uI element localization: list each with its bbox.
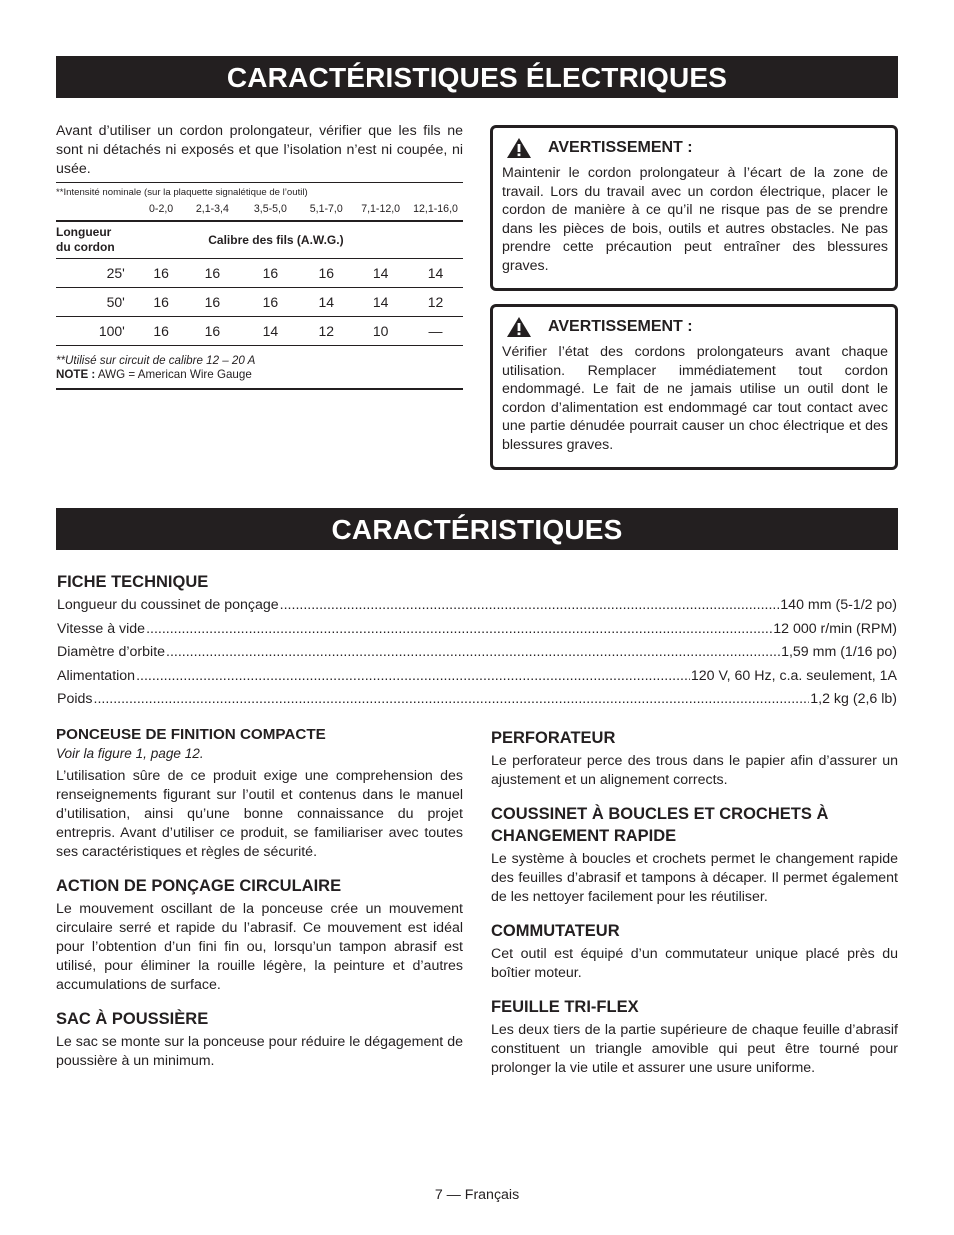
section-heading: PONCEUSE DE FINITION COMPACTE: [56, 726, 326, 743]
amp-range: 0-2,0: [149, 203, 174, 215]
dot-leader: [94, 691, 810, 707]
gauge-value: 14: [353, 259, 408, 288]
section-text: L’utilisation sûre de ce produit exige une comprehension des renseignements figurant sur l’outil et contenus dans le manuel d’utilisation, ainsi qu’une bonne connaissance du projet entrepris. Avant d’utiliser ce produit, se familiariser avec toutes ses caractéristiques et règles de sécurité.: [56, 768, 463, 860]
note-label: NOTE :: [56, 368, 96, 381]
spec-row: [57, 597, 897, 621]
gauge-value: 12: [408, 288, 463, 317]
gauge-value: 16: [139, 317, 184, 346]
gauge-value: 16: [299, 259, 353, 288]
dot-leader: [166, 644, 780, 660]
length-header: [56, 221, 139, 259]
warning-header: [502, 315, 888, 339]
circuit-footnote: **Utilisé sur circuit de calibre 12 – 20 A: [56, 354, 256, 367]
cord-length: 25': [56, 259, 139, 288]
warning-box-cord-inspection: [490, 304, 898, 470]
gauge-value: 16: [183, 317, 241, 346]
gauge-value: 16: [241, 259, 299, 288]
spec-row: [57, 621, 897, 645]
note-text: AWG = American Wire Gauge: [95, 368, 252, 381]
amp-range: 5,1-7,0: [309, 203, 343, 215]
gauge-value: 10: [353, 317, 408, 346]
spec-value: 12 000 r/min (RPM): [773, 620, 897, 637]
features-right-column: [491, 727, 898, 1078]
spec-row: [57, 668, 897, 692]
wire-gauge-table: [56, 182, 463, 390]
page-number: 7 — Français: [434, 1187, 520, 1203]
gauge-value: —: [408, 317, 463, 346]
section-heading: SAC À POUSSIÈRE: [56, 1010, 209, 1028]
section-text: Le mouvement oscillant de la ponceuse crée un mouvement circulaire serré et rapide du l’abrasif. Ce mouvement est idéal pour l’obtention d’un fini fin ou, lorsqu’un tampon abrasif est utilisé, pour éliminer la rouille légère, la peinture et d’autres accumulations de surface.: [56, 901, 463, 993]
awg-note: [56, 368, 463, 382]
warning-header: [502, 136, 888, 160]
extension-cord-intro: Avant d’utiliser un cordon prolongateur, vérifier que les fils ne sont ni détachés ni exposés et que l’isolation n’est ni coupée, ni usée.: [56, 123, 463, 177]
dot-leader: [146, 621, 772, 637]
amperage-note: **Intensité nominale (sur la plaquette signalétique de l’outil): [56, 183, 463, 199]
gauge-value: 14: [408, 259, 463, 288]
section-heading: COMMUTATEUR: [491, 922, 620, 940]
features-left-column: [56, 724, 463, 1071]
gauge-value: 16: [183, 288, 241, 317]
gauge-value: 16: [183, 259, 241, 288]
section-text: Le système à boucles et crochets permet le changement rapide des feuilles d’abrasif et tampons à décaper. Il permet également de les nettoyer facilement pour les réutiliser.: [491, 851, 898, 905]
section-heading: PERFORATEUR: [491, 729, 616, 747]
warning-text: Vérifier l’état des cordons prolongateurs avant chaque utilisation. Remplacer immédiatement tout cordon endommagé. Le fait de ne jamais utilise un outil dont le cordon d’alimentation est endommagé car tout contact avec une partie dénudée pourrait causer un choc électrique et des blessures graves.: [502, 344, 888, 453]
amp-range: 3,5-5,0: [253, 203, 287, 215]
warning-title: AVERTISSEMENT :: [548, 139, 693, 156]
spec-sheet-title: FICHE TECHNIQUE: [57, 573, 209, 591]
section-text: Le sac se monte sur la ponceuse pour réduire le dégagement de poussière à un minimum.: [56, 1034, 463, 1069]
spec-value: 1,59 mm (1/16 po): [781, 644, 897, 661]
section-text: Le perforateur perce des trous dans le papier afin d’assurer un ajustement et un alignement corrects.: [491, 753, 898, 788]
spec-label: Vitesse à vide: [57, 620, 146, 637]
dot-leader: [280, 597, 780, 613]
amp-range: 12,1-16,0: [413, 203, 458, 215]
warning-title: AVERTISSEMENT :: [548, 318, 693, 335]
table-footnote: [56, 346, 463, 390]
warning-box-cord-placement: [490, 125, 898, 291]
dot-leader: [136, 668, 690, 684]
amp-range: 2,1-3,4: [195, 203, 229, 215]
spec-value: 140 mm (5-1/2 po): [780, 597, 897, 613]
section-heading: ACTION DE PONÇAGE CIRCULAIRE: [56, 877, 342, 895]
spec-value: 1,2 kg (2,6 lb): [810, 691, 897, 708]
spec-list: [57, 597, 897, 715]
cord-length: 100': [56, 317, 139, 346]
gauge-value: 14: [241, 317, 299, 346]
spec-row: [57, 691, 897, 715]
spec-label: Longueur du coussinet de ponçage: [57, 597, 279, 613]
cord-length: 50': [56, 288, 139, 317]
section-heading: FEUILLE TRI-FLEX: [491, 998, 639, 1016]
warning-text: Maintenir le cordon prolongateur à l’écart de la zone de travail. Lors du travail avec un cordon électrique, placer le cordon de manière à ce qu’il ne risque pas de se prendre dans les pièces de bois, outils et autres obstacles. Ne pas prendre cette précaution peut entraîner des blessures graves.: [502, 165, 888, 274]
gauge-value: 16: [139, 259, 184, 288]
gauge-header: Calibre des fils (A.W.G.): [139, 221, 463, 259]
gauge-value: 12: [299, 317, 353, 346]
amp-range: 7,1-12,0: [361, 203, 401, 215]
warning-triangle-icon: [506, 137, 532, 159]
spec-label: Alimentation: [57, 667, 136, 684]
section-text: Cet outil est équipé d’un commutateur unique placé près du boîtier moteur.: [491, 946, 898, 981]
electrical-section-title: CARACTÉRISTIQUES ÉLECTRIQUES: [56, 56, 898, 98]
section-heading: COUSSINET À BOUCLES ET CROCHETS À CHANGEMENT RAPIDE: [491, 805, 829, 845]
length-header-line: Longueur: [56, 225, 112, 239]
spec-value: 120 V, 60 Hz, c.a. seulement, 1A: [690, 667, 897, 684]
spec-label: Poids: [57, 691, 93, 708]
figure-reference: Voir la figure 1, page 12.: [56, 746, 204, 761]
warning-triangle-icon: [506, 316, 532, 338]
spec-row: [57, 644, 897, 668]
section-text: Les deux tiers de la partie supérieure de chaque feuille d’abrasif constituent un triangle amovible qui peut être tourné pour prolonger la vie utile et assurer une usure uniforme.: [491, 1022, 898, 1076]
gauge-value: 14: [299, 288, 353, 317]
length-header-line: du cordon: [56, 240, 115, 254]
gauge-value: 16: [139, 288, 184, 317]
spec-label: Diamètre d’orbite: [57, 644, 166, 661]
features-section-title: CARACTÉRISTIQUES: [56, 508, 898, 550]
gauge-value: 14: [353, 288, 408, 317]
gauge-value: 16: [241, 288, 299, 317]
